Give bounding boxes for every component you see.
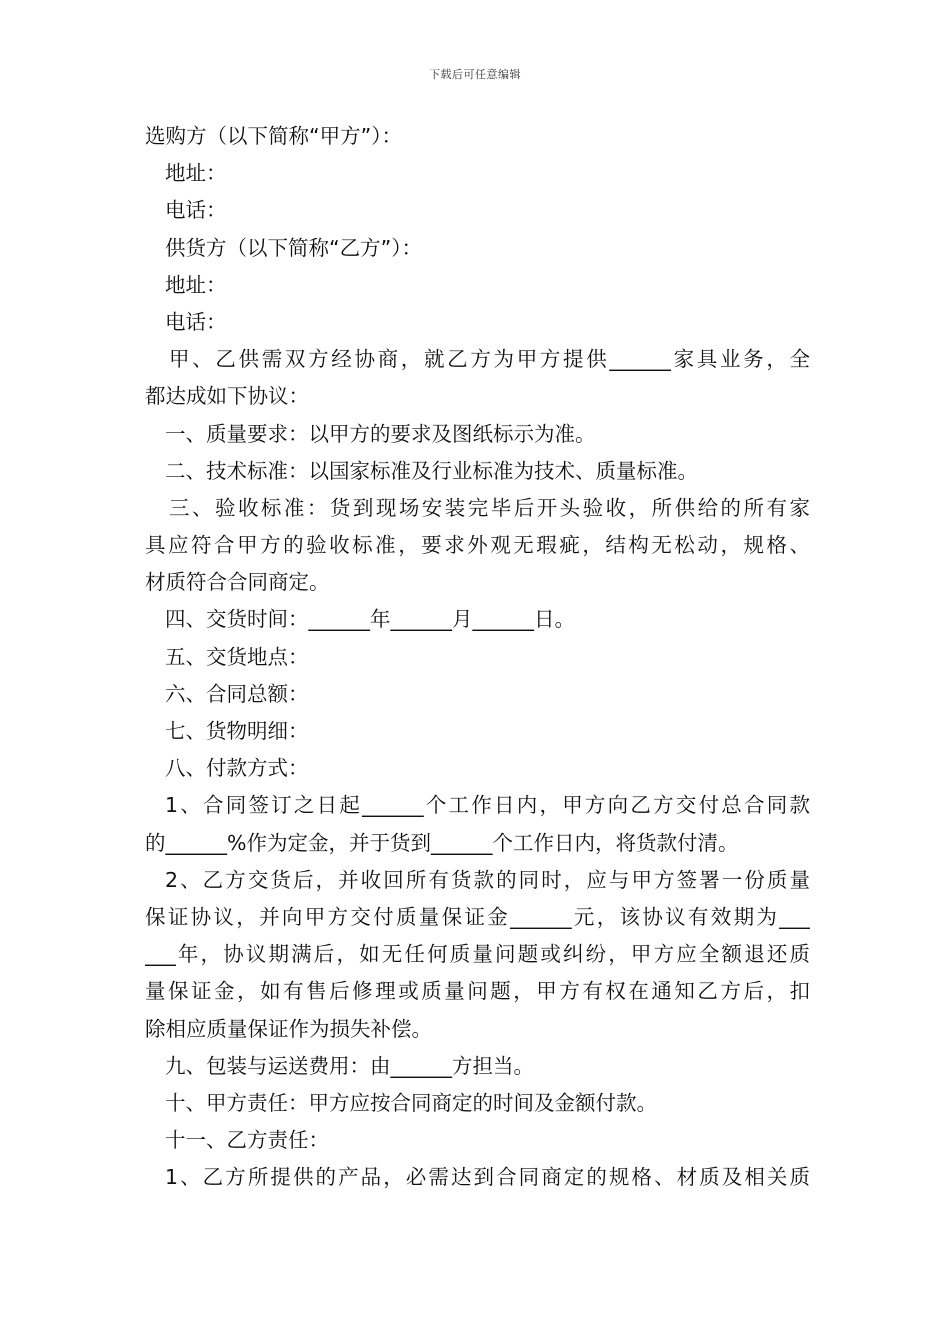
contract-line: 十、甲方责任：甲方应按合同商定的时间及金额付款。 <box>165 1090 657 1115</box>
contract-line: 九、包装与运送费用：由______方担当。 <box>165 1053 534 1078</box>
contract-line: 选购方（以下简称“甲方”）： <box>145 124 402 148</box>
contract-line: 具应符合甲方的验收标准，要求外观无瑕疵，结构无松动，规格、 <box>145 533 810 558</box>
contract-line: 除相应质量保证作为损失补偿。 <box>145 1016 432 1041</box>
contract-line: 地址： <box>165 161 227 186</box>
contract-body <box>145 118 810 1196</box>
contract-line: 电话： <box>165 198 227 223</box>
contract-line: 的______%作为定金，并于货到______个工作日内，将货款付清。 <box>145 830 739 855</box>
contract-line: 都达成如下协议： <box>145 384 309 409</box>
contract-line: 电话： <box>165 309 227 334</box>
contract-line: 七、货物明细： <box>165 719 309 743</box>
contract-line: 六、合同总额： <box>165 681 309 706</box>
contract-line: 1、合同签订之日起______个工作日内，甲方向乙方交付总合同款 <box>165 793 810 818</box>
contract-line: 地址： <box>165 272 227 297</box>
contract-line: 供货方（以下简称“乙方”）： <box>165 235 422 260</box>
contract-line: 量保证金，如有售后修理或质量问题，甲方有权在通知乙方后，扣 <box>145 979 810 1004</box>
contract-line: 二、技术标准：以国家标准及行业标准为技术、质量标准。 <box>165 458 698 483</box>
contract-line: 五、交货地点： <box>165 644 309 669</box>
contract-line: 保证协议，并向甲方交付质量保证金______元，该协议有效期为___ <box>145 904 810 929</box>
contract-line: 十一、乙方责任： <box>165 1128 329 1153</box>
contract-line: 甲、乙供需双方经协商，就乙方为甲方提供______家具业务，全 <box>169 347 810 372</box>
contract-line: 1、乙方所提供的产品，必需达到合同商定的规格、材质及相关质 <box>165 1165 810 1190</box>
contract-line: 材质符合合同商定。 <box>145 570 330 595</box>
contract-line: 2、乙方交货后，并收回所有货款的同时，应与甲方签署一份质量 <box>165 867 810 892</box>
contract-line: 一、质量要求：以甲方的要求及图纸标示为准。 <box>165 421 596 446</box>
contract-line: 四、交货时间：______年______月______日。 <box>165 607 575 632</box>
contract-line: 八、付款方式： <box>165 756 309 781</box>
contract-line: 三、验收标准：货到现场安装完毕后开头验收，所供给的所有家 <box>169 495 810 520</box>
contract-line: ___年，协议期满后，如无任何质量问题或纠纷，甲方应全额退还质 <box>145 942 810 967</box>
page-header-note: 下载后可任意编辑 <box>429 68 521 81</box>
